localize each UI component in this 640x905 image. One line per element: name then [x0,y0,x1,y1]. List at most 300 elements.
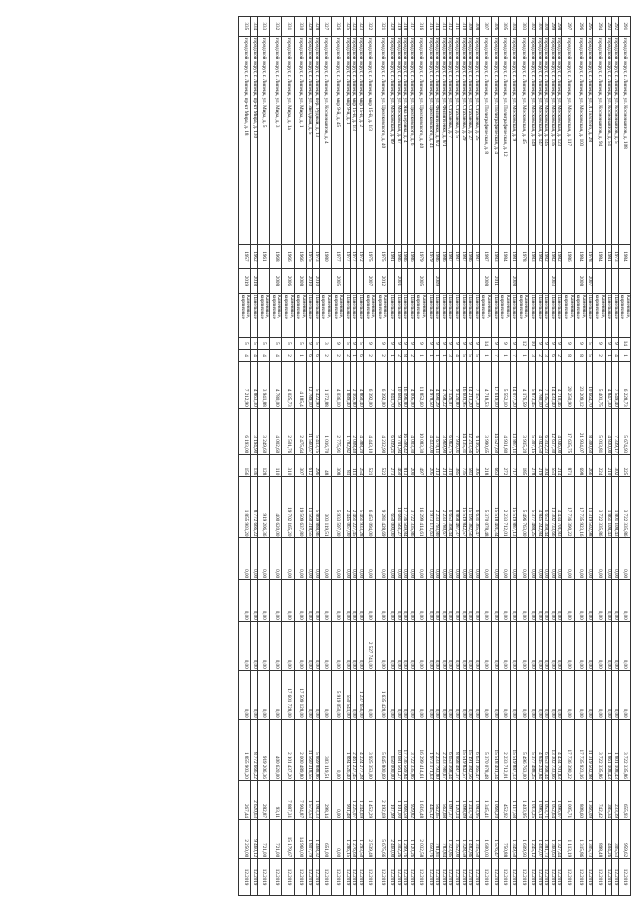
rotated-table-container [7,16,631,896]
table-cell: 0,00 [282,621,294,670]
table-cell: 2 [555,349,562,361]
table-cell: 0,00 [479,538,491,580]
table-cell: 9 [446,337,453,349]
table-cell: 1 807,79 [306,819,313,858]
table-cell: 23 209,12 [574,362,586,409]
table-cell: 0,00 [446,670,453,719]
table-cell: 3 941,88 [257,362,269,409]
table-cell: 1977 [332,244,344,268]
table-cell: 11 560 318,55 [306,719,313,780]
table-cell: 17 735 923,16 [574,477,586,538]
table-cell: 10 681 561,27 [395,719,402,780]
table-cell: 1 315,50 [473,819,480,858]
table-cell: 9 281 428,69 [376,477,388,538]
table-cell: Панельные [427,293,434,337]
table-cell: 2008 [574,269,586,293]
table-row [364,17,376,896]
table-row [466,17,473,896]
table-cell: 9 [440,337,447,349]
table-cell: 8 [401,349,408,361]
table-cell: 0,00 [344,538,351,580]
table-cell: 0,00 [357,621,364,670]
table-cell: 4 434 701,83 [555,477,562,538]
table-cell: 0,00 [618,538,630,580]
table-cell: 5 496 763,00 [517,719,529,780]
table-cell [401,269,408,293]
table-cell: 0,00 [555,580,562,622]
table-cell: 0,00 [270,580,282,622]
table-cell: 0,00 [618,580,630,622]
table-cell: 6 392,00 [376,362,388,409]
table-cell [473,269,480,293]
table-cell: 4 005,00 [408,362,415,409]
table-cell: 292 [612,17,619,37]
table-cell: Панельные [473,293,480,337]
table-cell: 1972 [357,244,364,268]
table-cell: 12.2019 [446,859,453,896]
table-cell: 2018 [251,269,258,293]
table-cell: 4 845 242,84 [536,477,543,538]
table-cell: 9 [498,337,510,349]
table-cell: 2 460,00 [388,819,395,858]
table-cell: городской округ, г. Липецк, ул. Циолковского, д. 41 [427,36,434,244]
table-cell: 15 519 887,13 [510,719,517,780]
table-cell: 5 [357,337,364,349]
table-row [440,17,447,896]
table-cell: 136 [251,455,258,477]
table-cell: 0,00 [498,580,510,622]
table-cell: 3 [446,349,453,361]
table-cell: 4 [270,349,282,361]
table-cell: 1 286,15 [344,819,351,858]
table-cell: Панельные [401,293,408,337]
table-cell: городской округ, г. Липецк, ул. Мира, д. 1а [282,36,294,244]
table-cell: 1978 [586,244,593,268]
table-cell: 12.2019 [414,859,426,896]
table-cell: 305 [473,455,480,477]
table-cell: 14 135,31 [459,408,466,455]
table-cell: 1 573,53 [306,780,313,819]
table-cell: 9 [427,337,434,349]
table-cell: 317 [408,17,415,37]
table-cell: 1 053,71 [542,780,549,819]
table-cell: 1 [294,349,306,361]
table-cell: 0,00 [414,670,426,719]
table-cell: 2 032,58 [414,819,426,858]
table-cell: 0,00 [251,621,258,670]
table-cell: 2 501,76 [282,408,294,455]
table-row [549,17,556,896]
table-cell: 0,00 [257,621,269,670]
table-cell: 0,00 [446,621,453,670]
table-cell: 0,00 [555,670,562,719]
table-cell: 1 801 108,43 [612,477,619,538]
table-cell: 12.2019 [555,859,562,896]
table-cell: 0,00 [593,621,605,670]
table-cell: 218 [479,455,491,477]
table-cell [388,269,395,293]
table-cell: городской округ, г. Липецк, ул. Л.Толстого, д. 28 [586,36,593,244]
table-cell: городской округ, г. Липецк, ул. Циолковского, д. 40 [414,36,426,244]
table-cell: 2 [319,349,331,361]
table-cell: 0,00 [433,580,440,622]
table-cell: 0,00 [586,538,593,580]
table-cell: 0,00 [395,670,402,719]
table-cell [459,269,466,293]
table-cell: 1982 [549,244,556,268]
table-cell: 1 052,64 [549,780,556,819]
table-cell: 5 552,10 [498,362,510,409]
table-cell: 13 302 733,66 [549,719,556,780]
table-cell: 3 [319,337,331,349]
table-cell: Панельные [549,293,556,337]
table-cell: 9 701,94 [395,408,402,455]
table-cell: 6 653 368,44 [446,719,453,780]
table-cell: 1 243,70 [466,780,473,819]
table-cell: 1966 [294,244,306,268]
table-cell: 13 302 733,66 [549,477,556,538]
table-cell: Панельные [306,293,313,337]
table-cell: 0,00 [313,538,320,580]
table-cell: 1986 [433,244,440,268]
table-cell: 0,00 [401,580,408,622]
table-cell: городской округ, г. Липецк, ул. Мира, д. 5 [257,36,269,244]
table-row [313,17,320,896]
table-cell: 0,00 [414,538,426,580]
table-cell: 312 [446,17,453,37]
table-cell: 308 [332,455,344,477]
table-cell: 1 452,29 [364,780,376,819]
table-cell: 4 003,30 [408,408,415,455]
table-cell: 210 [605,455,612,477]
table-cell: 4 978,50 [427,362,434,409]
table-cell: 0,00 [270,538,282,580]
table-cell: 1 403,95 [517,780,529,819]
table-cell: 11 319 502,98 [586,719,593,780]
table-cell: 0,00 [350,538,357,580]
table-cell: 12.2019 [612,859,619,896]
table-cell: 0,00 [574,670,586,719]
table-cell: 0,00 [605,580,612,622]
table-cell: 1 120,24 [453,780,460,819]
table-row [562,17,574,896]
table-cell: 12 213,56 [466,408,473,455]
table-cell: 2 233 793,80 [433,719,440,780]
table-cell: 1986 [395,244,402,268]
table-cell: Панельные [555,293,562,337]
table-cell: 0,00 [529,580,536,622]
table-cell: 310 [282,455,294,477]
table-cell [593,269,605,293]
table-row [586,17,593,896]
table-cell: 1 083,95 [473,780,480,819]
table-cell: 2 250,00 [239,819,251,858]
table-cell: 0,00 [440,538,447,580]
table-cell: 2007 [364,269,376,293]
table-cell: 783,84 [440,819,447,858]
table-cell: 2 [408,349,415,361]
table-cell: 185 [517,455,529,477]
table-row [479,17,491,896]
table-cell: 9 [376,337,388,349]
table-cell: 0,00 [536,670,543,719]
table-cell: 5 [586,337,593,349]
table-cell [440,269,447,293]
table-cell: 9 [401,337,408,349]
table-cell: 0,00 [549,621,556,670]
table-cell: 1 327,44 [555,819,562,858]
table-cell: 9 [549,337,556,349]
table-cell: 808,60 [574,780,586,819]
table-cell: 5 370 078,48 [479,477,491,538]
table-cell: 0,00 [517,670,529,719]
table-cell: 2 101 437,20 [282,719,294,780]
table-row [376,17,388,896]
table-cell: 6 312,23 [542,408,549,455]
table-cell: 17 736 390,22 [562,477,574,538]
table-cell: 0,00 [388,621,395,670]
table-cell: 321 [376,17,388,37]
table-cell: 1 [498,349,510,361]
table-cell: 2 475,64 [294,408,306,455]
table-cell: 2 [395,349,402,361]
table-cell: 0,00 [542,580,549,622]
table-cell: 2 775,91 [332,408,344,455]
table-cell: Каменные, кирпичные [593,293,605,337]
table-cell: 3 722 335,86 [593,477,605,538]
table-cell: 3 [542,349,549,361]
table-cell: 298 [555,17,562,37]
table-cell: 1979 [427,244,434,268]
table-cell: 2005 [332,269,344,293]
table-cell: 0,00 [529,538,536,580]
table-cell: 0,00 [555,538,562,580]
table-cell: 304 [542,455,549,477]
table-cell: 3 722 335,86 [593,719,605,780]
table-cell: 0,00 [529,621,536,670]
table-cell: 107,99 [388,780,395,819]
table-cell: 0,00 [466,621,473,670]
table-cell: 0,00 [414,580,426,622]
table-cell: 1 973 171,63 [427,719,434,780]
table-cell: 2 445 067,00 [344,477,351,538]
table-cell: 5 377 488,25 [529,477,536,538]
table-cell: 12.2019 [364,859,376,896]
table-cell: Каменные, кирпичные [239,293,251,337]
table-cell: 0,00 [618,621,630,670]
table-cell: 7 [510,349,517,361]
table-cell: 6 [306,349,313,361]
table-cell: 1 782,82 [344,408,351,455]
table-cell: 0,00 [498,621,510,670]
table-cell: 550 541,00 [344,670,351,719]
table-cell: 1 328,59 [459,819,466,858]
table-cell: 4 388,20 [357,408,364,455]
table-cell: 5 [459,349,466,361]
table-cell: 1 [433,349,440,361]
table-cell: 9 [473,337,480,349]
table-cell: 4 433,00 [427,408,434,455]
table-cell: 0,00 [479,670,491,719]
table-cell: 4 845 242,84 [536,719,543,780]
table-cell: 16 299 414,61 [414,477,426,538]
table-cell: 12.2019 [593,859,605,896]
table-cell: 0,00 [562,670,574,719]
table-cell: 1 302,26 [395,819,402,858]
table-cell: 1 013,25 [529,780,536,819]
table-row [251,17,258,896]
table-cell: 1 113,19 [562,819,574,858]
table-cell [446,269,453,293]
table-cell [357,269,364,293]
table-cell: 12.2019 [542,859,549,896]
table-cell: 330 [294,17,306,37]
table-cell: 0,00 [332,580,344,622]
table-cell: 0,00 [239,538,251,580]
table-cell: 4 718,53 [479,362,491,409]
table-cell: 1 345,41 [479,780,491,819]
table-cell: 1982 [542,244,549,268]
table-cell: 0,00 [344,580,351,622]
table-cell: 813 [401,455,408,477]
table-cell: 9 [459,337,466,349]
table-cell: 0,00 [605,670,612,719]
table-cell: 329 [306,17,313,37]
table-cell: 2003 [549,269,556,293]
table-cell: 0,00 [319,621,331,670]
table-cell: 1987 [446,244,453,268]
table-cell: 0,00 [294,580,306,622]
table-cell: 1 [427,349,434,361]
table-cell: 919 206,36 [257,719,269,780]
table-cell: 3 670,11 [433,408,440,455]
table-cell: 8 772 666,22 [251,719,258,780]
table-cell: городской округ, г. Липецк, ул. Космонавтов, д. 94 [593,36,605,244]
table-cell [618,269,630,293]
table-cell: Панельные [357,293,364,337]
table-cell: Панельные [542,293,549,337]
table-cell: 10 664,70 [586,362,593,409]
table-cell: 214 [555,455,562,477]
table-cell: 7 339,17 [612,408,619,455]
table-row [542,17,549,896]
table-cell: 7 904,87 [294,780,306,819]
table-cell: 0,00 [491,580,498,622]
table-cell: 10 681 561,27 [395,477,402,538]
table-cell: 4 176,59 [517,362,529,409]
table-cell: 0,00 [401,538,408,580]
table-cell [257,269,269,293]
table-cell: 111 [350,455,357,477]
table-cell: 0,00 [395,538,402,580]
table-cell: 0,00 [257,670,269,719]
table-cell [555,269,562,293]
table-cell: 460 [395,455,402,477]
table-cell: 2010 [313,269,320,293]
table-cell: 0,00 [536,621,543,670]
table-cell: 4 847,30 [605,362,612,409]
table-cell: 2 233 793,80 [433,477,440,538]
table-cell: 9 [536,337,543,349]
table-cell: 0,00 [446,538,453,580]
table-cell: Каменные, кирпичные [257,293,269,337]
table-cell: городской округ, г. Липецк, ул. Циолковского, д. 40 [376,36,388,244]
table-cell: Панельные [510,293,517,337]
table-cell: 5 413,75 [313,408,320,455]
table-cell: 200 [408,455,415,477]
table-cell: 2 [282,349,294,361]
table-cell: 1975 [364,244,376,268]
table-cell: 6 631 365,47 [473,719,480,780]
table-cell: 0,00 [294,538,306,580]
table-cell: 4 931,80 [498,408,510,455]
table-cell: 12 637,30 [549,408,556,455]
table-cell: 4 [239,349,251,361]
table-cell: 1 244,69 [357,780,364,819]
table-cell: 9 [388,337,395,349]
table-cell: 20 250,90 [562,362,574,409]
table-cell: 452,92 [498,780,510,819]
table-cell: Панельные [529,293,536,337]
table-cell: 9 [555,337,562,349]
table-cell: 0,00 [466,670,473,719]
table-cell: 0,00 [427,538,434,580]
table-cell: 10 083,30 [414,408,426,455]
table-cell: 0,00 [257,538,269,580]
table-cell: 17 635,75 [562,408,574,455]
table-cell: 0,00 [473,670,480,719]
table-cell: 14 [479,337,491,349]
table-cell: 6 193,00 [239,408,251,455]
table-cell: 0,00 [510,621,517,670]
table-cell: 3 [529,349,536,361]
table-cell: 1 096,14 [536,780,543,819]
table-cell: 0,00 [605,538,612,580]
table-cell: 4 [257,349,269,361]
table-cell: 4 224 277,28 [357,719,364,780]
table-cell: 0,00 [612,580,619,622]
table-cell: 12.2019 [270,859,282,896]
table-cell: 12.2019 [408,859,415,896]
table-cell: 297 [562,17,574,37]
table-cell: 0,00 [395,621,402,670]
table-row [453,17,460,896]
table-cell: 12.2019 [562,859,574,896]
table-cell: городской округ, г. Липецк, ул. Московская, д. 147 [536,36,543,244]
table-cell: 1 005,71 [562,780,574,819]
table-row [605,17,612,896]
table-cell: 319 [395,17,402,37]
table-cell: 12.2019 [319,859,331,896]
table-cell [536,269,543,293]
table-cell: 0,00 [612,670,619,719]
table-cell: 2 539,48 [364,819,376,858]
table-cell: 0,00 [313,621,320,670]
table-cell: 1973 [612,244,619,268]
table-cell: 1 172,88 [319,362,331,409]
table-cell: 4 185,4 [294,362,306,409]
table-cell: 1986 [466,244,473,268]
table-cell: 304 [510,17,517,37]
table-cell: 6 653 368,44 [542,719,549,780]
table-cell: 14 960,00 [294,819,306,858]
table-cell: 0,00 [376,621,388,670]
table-cell: 1 323,85 [446,819,453,858]
table-cell: городской округ, г. Липецк, ул. Филипченко, д. 8/1 [440,36,447,244]
table-cell: Панельные [440,293,447,337]
table-cell: 6 019,21 [388,408,395,455]
table-row [257,17,269,896]
